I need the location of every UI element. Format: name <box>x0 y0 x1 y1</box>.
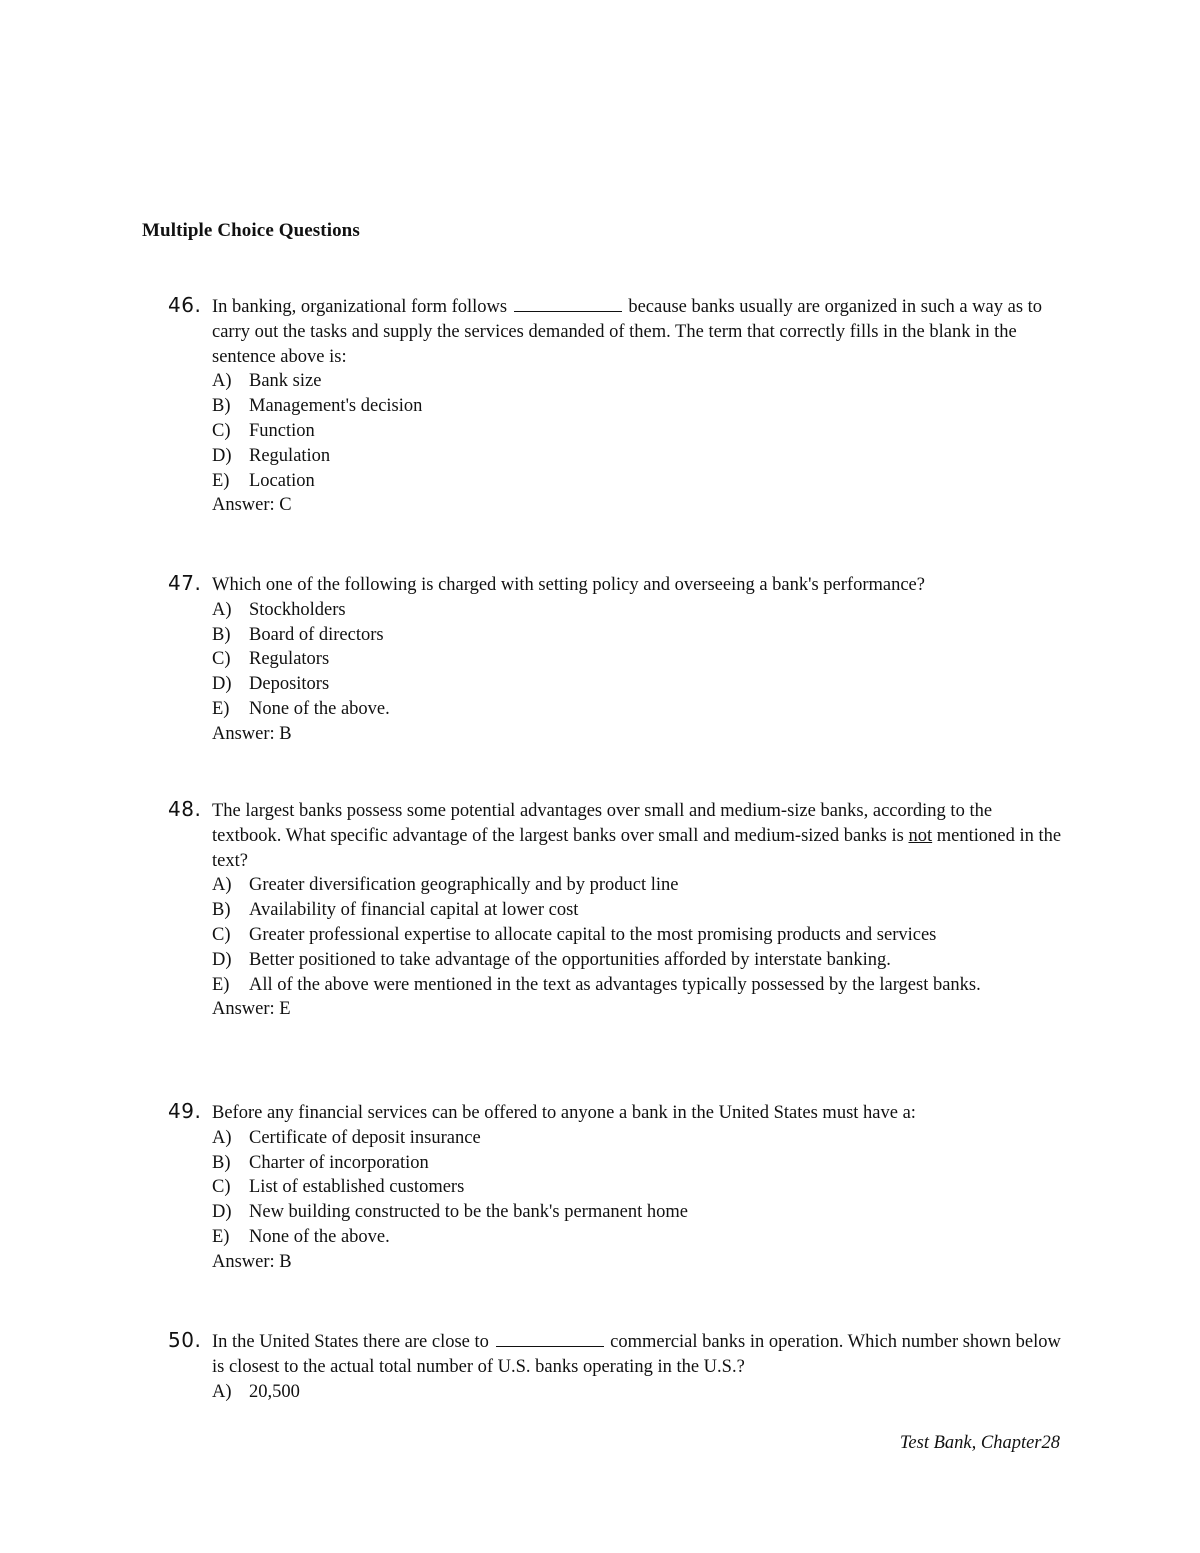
question-number: 50. <box>168 1328 202 1352</box>
option-b: B) Charter of incorporation <box>212 1152 429 1173</box>
answer-line: Answer: E <box>212 999 291 1020</box>
question-46 <box>142 295 1062 518</box>
question-stem: Which one of the following is charged with setting policy and overseeing a bank's performance? <box>212 575 925 595</box>
question-stem: In the United States there are close to commercial banks in operation. Which number shown below is closest to the actual total number of U.S. banks operating in the U.S.? <box>212 1332 1061 1377</box>
fill-in-blank <box>496 1330 604 1347</box>
question-49 <box>142 1101 1062 1275</box>
question-50 <box>142 1330 1062 1404</box>
option-c: C) Function <box>212 420 315 441</box>
option-d: D) Better positioned to take advantage of the opportunities afforded by interstate banking. <box>212 949 891 970</box>
question-number: 48. <box>168 797 202 821</box>
option-a: A) Bank size <box>212 371 322 392</box>
question-stem: Before any financial services can be offered to anyone a bank in the United States must have a: <box>212 1103 916 1123</box>
page-footer: Test Bank, Chapter28 <box>899 1433 1060 1453</box>
option-a: A) Stockholders <box>212 599 346 620</box>
option-b: B) Availability of financial capital at lower cost <box>212 900 579 921</box>
option-d: D) New building constructed to be the bank's permanent home <box>212 1202 688 1223</box>
option-d: D) Regulation <box>212 445 331 466</box>
question-stem: The largest banks possess some potential advantages over small and medium-size banks, according to the textbook. What specific advantage of the largest banks over small and medium-sized banks is not mentioned in the text? <box>212 801 1062 871</box>
question-number: 49. <box>168 1099 202 1123</box>
question-stem: In banking, organizational form follows because banks usually are organized in such a way as to carry out the tasks and supply the services demanded of them. The term that correctly fills in the blank in the sentence above is: <box>212 297 1043 367</box>
option-d: D) Depositors <box>212 674 330 695</box>
question-number: 47. <box>168 571 202 595</box>
answer-line: Answer: C <box>212 495 292 516</box>
question-number: 46. <box>168 293 202 317</box>
option-e: E) None of the above. <box>212 1226 390 1247</box>
option-a: A) 20,500 <box>212 1381 300 1402</box>
option-e: E) All of the above were mentioned in the text as advantages typically possessed by the largest banks. <box>212 974 981 995</box>
option-b: B) Management's decision <box>212 396 423 417</box>
option-e: E) None of the above. <box>212 698 390 719</box>
option-a: A) Certificate of deposit insurance <box>212 1127 481 1148</box>
emphasis-not: not <box>908 825 933 846</box>
option-a: A) Greater diversification geographically and by product line <box>212 875 679 896</box>
option-c: C) List of established customers <box>212 1177 465 1198</box>
option-c: C) Regulators <box>212 649 330 670</box>
option-c: C) Greater professional expertise to allocate capital to the most promising products and services <box>212 924 937 945</box>
option-e: E) Location <box>212 470 315 491</box>
answer-line: Answer: B <box>212 723 292 744</box>
fill-in-blank <box>514 295 622 312</box>
answer-line: Answer: B <box>212 1251 292 1272</box>
section-heading: Multiple Choice Questions <box>142 220 360 241</box>
question-48 <box>142 799 1062 1022</box>
option-b: B) Board of directors <box>212 624 384 645</box>
question-47 <box>142 573 1062 747</box>
